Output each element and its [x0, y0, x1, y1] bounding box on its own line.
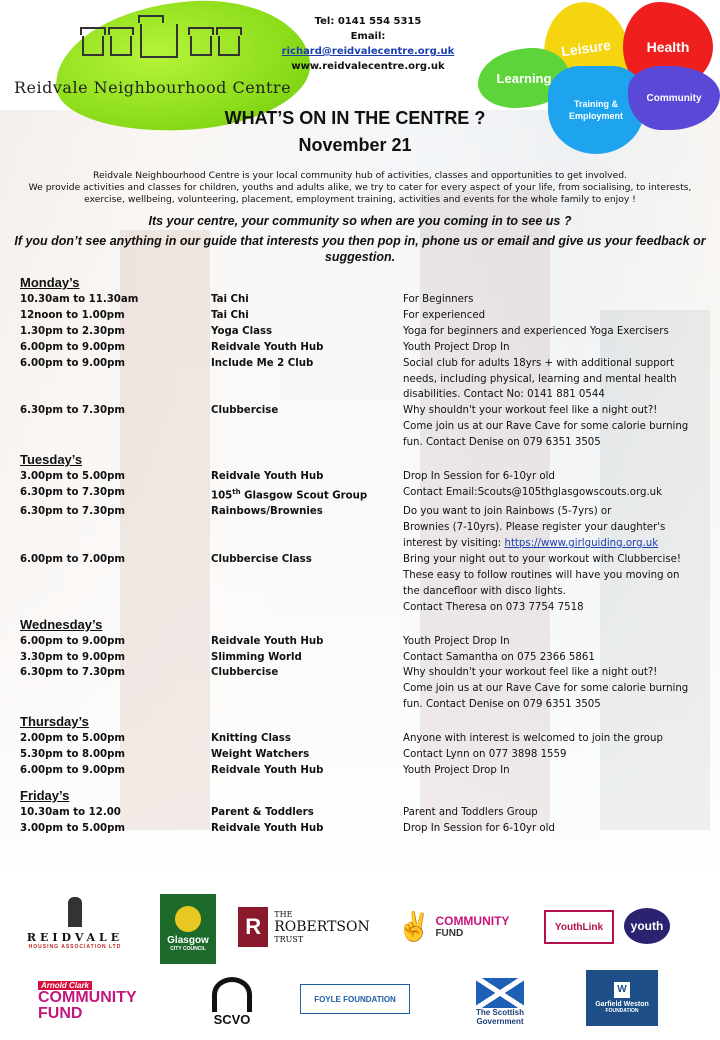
- table-row: [20, 650, 710, 666]
- org-name: Reidvale Neighbourhood Centre: [14, 78, 292, 97]
- time: 12noon to 1.00pm: [20, 309, 125, 321]
- time: 6.30pm to 7.30pm: [20, 486, 126, 498]
- description: For experienced: [403, 309, 486, 321]
- intro: [10, 170, 710, 206]
- time: 10.30am to 12.00: [20, 806, 121, 818]
- page-subtitle: November 21: [298, 135, 412, 155]
- description: For Beginners: [403, 294, 474, 305]
- day-heading-friday: Friday’s: [20, 787, 70, 803]
- time: 6.00pm to 9.00pm: [20, 357, 126, 369]
- time: 6.30pm to 7.30pm: [20, 667, 126, 679]
- email-line: [268, 29, 468, 59]
- scottish-government-logo: The Scottish Government: [468, 970, 532, 1034]
- intro-p2: We provide activities and classes for children, youths and adults alike, we try to cater for every aspect of your life, from socialising, to interests, exercise, wellbeing, volunteering, placement, employment training, activities and events for the whole family to enjoy !: [28, 182, 692, 205]
- table-row: [20, 356, 710, 404]
- time: 6.00pm to 9.00pm: [20, 341, 126, 353]
- activity: Reidvale Youth Hub: [211, 764, 324, 776]
- day-heading-wednesday: Wednesday’s: [20, 616, 103, 632]
- table-row: [20, 821, 710, 837]
- garfield-weston-logo: W Garfield Weston FOUNDATION: [586, 970, 658, 1026]
- table-row: [20, 469, 710, 485]
- learning-petal: Learning: [478, 48, 570, 108]
- arnold-clark-community-fund-logo: Arnold Clark COMMUNITY FUND: [38, 980, 137, 1022]
- time: 6.00pm to 9.00pm: [20, 764, 126, 776]
- time: 2.00pm to 5.00pm: [20, 733, 126, 745]
- activity: Rainbows/Brownies: [211, 506, 323, 518]
- table-row: [20, 340, 710, 356]
- time: 3.00pm to 5.00pm: [20, 822, 126, 834]
- table-row: [20, 805, 710, 821]
- activity: Yoga Class: [211, 325, 273, 337]
- robertson-trust-logo: R THE ROBERTSON TRUST: [238, 904, 370, 950]
- website[interactable]: www.reidvalecentre.org.uk: [291, 61, 445, 72]
- description: Youth Project Drop In: [403, 341, 510, 353]
- crest-icon: [175, 906, 201, 932]
- day-heading-thursday: Thursday’s: [20, 714, 89, 730]
- table-row: [20, 324, 710, 340]
- activity: Tai Chi: [211, 309, 249, 321]
- feedback-note: If you don’t see anything in our guide that interests you then pop in, phone us or email and give us your feedback or suggestion.: [14, 234, 706, 264]
- email-link[interactable]: richard@reidvalecentre.org.uk: [281, 46, 455, 57]
- description: Youth Project Drop In: [403, 635, 510, 647]
- table-row: [20, 665, 710, 713]
- reidvale-logo: REIDVALE HOUSING ASSOCIATION LTD: [10, 888, 140, 958]
- description: Contact Lynn on 077 3898 1559: [403, 749, 567, 761]
- houses-icon: [82, 26, 242, 66]
- time: 3.30pm to 9.00pm: [20, 651, 126, 663]
- description: Parent and Toddlers Group: [403, 806, 538, 818]
- description: Contact Email:Scouts@105thglasgowscouts.org.uk: [403, 486, 663, 498]
- youthlink-logo: YouthLink: [544, 910, 614, 944]
- activity: Slimming World: [211, 651, 302, 663]
- table-row: [20, 552, 710, 616]
- time: 6.00pm to 9.00pm: [20, 635, 126, 647]
- training-petal: Training & Employment: [548, 66, 644, 154]
- scvo-logo: SCVO: [204, 972, 260, 1032]
- description: Drop In Session for 6-10yr old: [403, 822, 555, 834]
- foyle-foundation-logo: FOYLE FOUNDATION: [300, 984, 410, 1014]
- community-petal: Community: [628, 66, 720, 130]
- page-title: WHAT’S ON IN THE CENTRE ?: [224, 108, 486, 128]
- girlguiding-link[interactable]: https://www.girlguiding.org.uk: [504, 538, 659, 550]
- email-label: Email:: [350, 31, 386, 42]
- description: Anyone with interest is welcomed to join the group: [403, 733, 663, 745]
- time: 6.30pm to 7.30pm: [20, 506, 126, 518]
- activity: Clubbercise: [211, 405, 279, 417]
- description: Why shouldn't your workout feel like a night out?! Come join us at our Rave Cave for some calorie burning fun. Contact Denise on 079 6351 3505: [403, 667, 689, 711]
- table-row: [20, 485, 710, 504]
- crossed-fingers-icon: ✌: [396, 910, 432, 942]
- tel: Tel: 0141 554 5315: [314, 16, 422, 27]
- time: 6.00pm to 7.00pm: [20, 553, 126, 565]
- tagline: Its your centre, your community so when are you coming in to see us ?: [148, 214, 572, 228]
- day-heading-monday: Monday’s: [20, 275, 80, 290]
- table-row: [20, 747, 710, 763]
- table-row: [20, 763, 710, 779]
- table-row: [20, 504, 710, 552]
- table-row: [20, 308, 710, 324]
- activity: 105th Glasgow Scout Group: [211, 487, 368, 502]
- table-row: [20, 292, 710, 308]
- description: Drop In Session for 6-10yr old: [403, 471, 555, 483]
- activity: Include Me 2 Club: [211, 357, 314, 369]
- activity: Reidvale Youth Hub: [211, 635, 324, 647]
- intro-p1: Reidvale Neighbourhood Centre is your local community hub of activities, classes and opportunities to get involved.: [93, 170, 627, 181]
- table-row: [20, 634, 710, 650]
- day-heading-tuesday: Tuesday’s: [20, 452, 83, 468]
- saltire-icon: [476, 978, 524, 1008]
- activity: Knitting Class: [211, 733, 291, 745]
- time: 6.30pm to 7.30pm: [20, 405, 126, 417]
- glasgow-logo: Glasgow CITY COUNCIL: [160, 894, 216, 964]
- table-row: [20, 731, 710, 747]
- youth-logo: youth: [624, 908, 670, 944]
- activity: Reidvale Youth Hub: [211, 822, 324, 834]
- health-petal: Health: [623, 2, 713, 92]
- time: 1.30pm to 2.30pm: [20, 325, 126, 337]
- description: Do you want to join Rainbows (5-7yrs) or Brownies (7-10yrs). Please register your daughter's interest by visiting: https://www.girlguiding.org.uk: [403, 506, 666, 550]
- activity: Clubbercise Class: [211, 553, 312, 565]
- time: 10.30am to 11.30am: [20, 294, 139, 305]
- sponsor-logos: [0, 874, 720, 1040]
- national-lottery-community-fund-logo: ✌ COMMUNITY FUND: [396, 910, 510, 942]
- description: Bring your night out to your workout with Clubbercise! These easy to follow routines will have you moving on the dancefloor with disco lights. Contact Theresa on 073 7754 7518: [403, 553, 682, 613]
- table-row: [20, 403, 710, 451]
- description: Youth Project Drop In: [403, 764, 510, 776]
- activity: Weight Watchers: [211, 749, 310, 761]
- schedule: [20, 274, 710, 837]
- description: Social club for adults 18yrs + with additional support needs, including physical, learning and mental health disabilities. Contact No: 0141 881 0544: [403, 357, 677, 401]
- contact-block: [268, 14, 468, 74]
- scvo-arch-icon: [212, 977, 252, 1012]
- activity: Reidvale Youth Hub: [211, 471, 324, 483]
- activity: Clubbercise: [211, 667, 279, 679]
- activity: Parent & Toddlers: [211, 806, 314, 818]
- activity: Reidvale Youth Hub: [211, 341, 324, 353]
- r-shield-icon: R: [238, 907, 268, 947]
- time: 5.30pm to 8.00pm: [20, 749, 126, 761]
- activity: Tai Chi: [211, 294, 249, 305]
- time: 3.00pm to 5.00pm: [20, 471, 126, 483]
- description: Why shouldn't your workout feel like a night out?! Come join us at our Rave Cave for some calorie burning fun. Contact Denise on 079 6351 3505: [403, 405, 689, 449]
- leisure-petal: Leisure: [537, 0, 635, 100]
- tower-icon: [68, 897, 82, 927]
- description: Yoga for beginners and experienced Yoga Exercisers: [403, 325, 669, 337]
- description: Contact Samantha on 075 2366 5861: [403, 651, 595, 663]
